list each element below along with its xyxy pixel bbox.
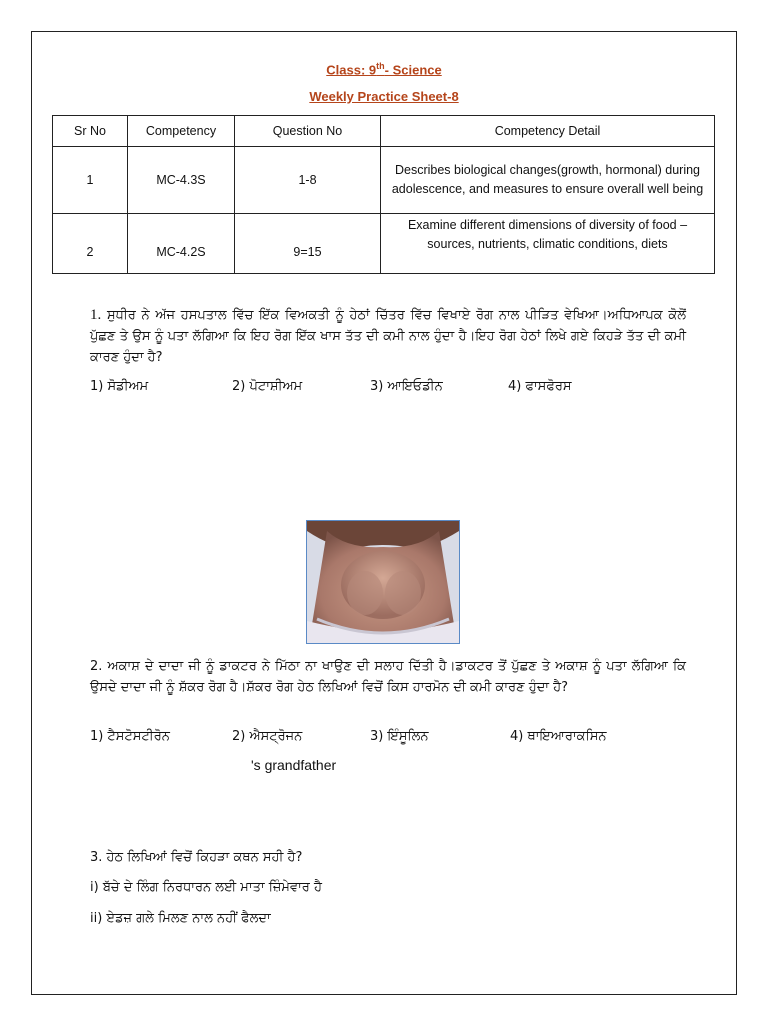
q3-statement-1: i) ਬੱਚੇ ਦੇ ਲਿੰਗ ਨਿਰਧਾਰਨ ਲਈ ਮਾਤਾ ਜ਼ਿੰਮੇਵਾਰ ਹੈ [90, 880, 322, 895]
q1-option-4[interactable]: 4) ਫਾਸਫੋਰਸ [508, 379, 572, 394]
sheet-title: Weekly Practice Sheet-8 [309, 89, 459, 104]
q1-option-1[interactable]: 1) ਸੋਡੀਅਮ [90, 379, 149, 394]
question-2: 2. ਅਕਾਸ਼ ਦੇ ਦਾਦਾ ਜੀ ਨੂੰ ਡਾਕਟਰ ਨੇ ਮਿੱਠਾ ਨਾ ਖਾਉਣ ਦੀ ਸਲਾਹ ਦਿੱਤੀ ਹੈ।ਡਾਕਟਰ ਤੋਂ ਪੁੱਛਣ ਤੇ ਅਕਾਸ਼ ਨੂੰ ਪਤਾ ਲੱਗਿਆ ਕਿ ਉਸਦੇ ਦਾਦਾ ਜੀ ਨੂੰ ਸ਼ੱਕਰ ਰੋਗ ਹੈ।ਸ਼ੱਕਰ ਰੋਗ ਹੇਠ ਲਿਖਿਆਂ ਵਿਚੋਂ ਕਿਸ ਹਾਰਮੋਨ ਦੀ ਕਮੀ ਕਾਰਣ ਹੁੰਦਾ ਹੈ? [90, 659, 686, 695]
q2-option-4[interactable]: 4) ਥਾਇਆਰਾਕਸਿਨ [510, 729, 607, 744]
q2-option-1[interactable]: 1) ਟੈਸਟੋਸਟੀਰੋਨ [90, 729, 170, 744]
header-question-no: Question No [235, 116, 381, 147]
cell-competency: MC-4.2S [128, 214, 235, 274]
cell-questions: 9=15 [235, 214, 381, 274]
table-header-row [53, 116, 715, 147]
competency-table [52, 115, 715, 274]
cell-detail: Examine different dimensions of diversity of food –sources, nutrients, climatic conditions, diets [381, 214, 715, 274]
q2-option-3[interactable]: 3) ਇੰਸੂਲਿਨ [370, 729, 429, 744]
cell-competency: MC-4.3S [128, 147, 235, 214]
header-competency-detail: Competency Detail [381, 116, 715, 147]
neck-illustration [307, 521, 459, 643]
q3-statement-2: ii) ਏਡਜ਼ ਗਲੇ ਮਿਲਣ ਨਾਲ ਨਹੀਂ ਫੈਲਦਾ [90, 911, 271, 926]
stray-text: 's grandfather [251, 757, 337, 773]
q1-option-3[interactable]: 3) ਆਇਓਡੀਨ [370, 379, 443, 394]
table-row [53, 147, 715, 214]
class-title: Class: 9th- Science [326, 61, 442, 78]
cell-sr: 2 [53, 214, 128, 274]
q1-option-2[interactable]: 2) ਪੋਟਾਸ਼ੀਅਮ [232, 379, 303, 394]
table-row [53, 214, 715, 274]
question-1-number: 1. [90, 307, 102, 323]
cell-detail: Describes biological changes(growth, hormonal) during adolescence, and measures to ensure overall well being [381, 147, 715, 214]
question-3: 3. ਹੇਠ ਲਿਖਿਆਂ ਵਿਚੋਂ ਕਿਹੜਾ ਕਥਨ ਸਹੀ ਹੈ? [90, 850, 303, 865]
q2-option-2[interactable]: 2) ਐਸਟ੍ਰੋਜਨ [232, 729, 303, 744]
header-sr-no: Sr No [53, 116, 128, 147]
goitre-photo [306, 520, 460, 644]
cell-sr: 1 [53, 147, 128, 214]
question-1-text: ਸੁਧੀਰ ਨੇ ਅੱਜ ਹਸਪਤਾਲ ਵਿੱਚ ਇੱਕ ਵਿਅਕਤੀ ਨੂੰ ਹੇਠਾਂ ਚਿੱਤਰ ਵਿੱਚ ਵਿਖਾਏ ਰੋਗ ਨਾਲ ਪੀੜਿਤ ਵੇਖਿਆ।ਅਧਿਆਪਕ ਕੋਲੋਂ ਪੁੱਛਣ ਤੇ ਉਸ ਨੂੰ ਪਤਾ ਲੱਗਿਆ ਕਿ ਇਹ ਰੋਗ ਇੱਕ ਖਾਸ ਤੱਤ ਦੀ ਕਮੀ ਨਾਲ ਹੁੰਦਾ ਹੈ।ਇਹ ਰੋਗ ਹੇਠਾਂ ਲਿਖੇ ਗਏ ਕਿਹੜੇ ਤੱਤ ਦੀ ਕਮੀ ਕਾਰਣ ਹੁੰਦਾ ਹੈ? [90, 308, 686, 365]
question-1 [90, 305, 686, 368]
cell-questions: 1-8 [235, 147, 381, 214]
header-competency: Competency [128, 116, 235, 147]
